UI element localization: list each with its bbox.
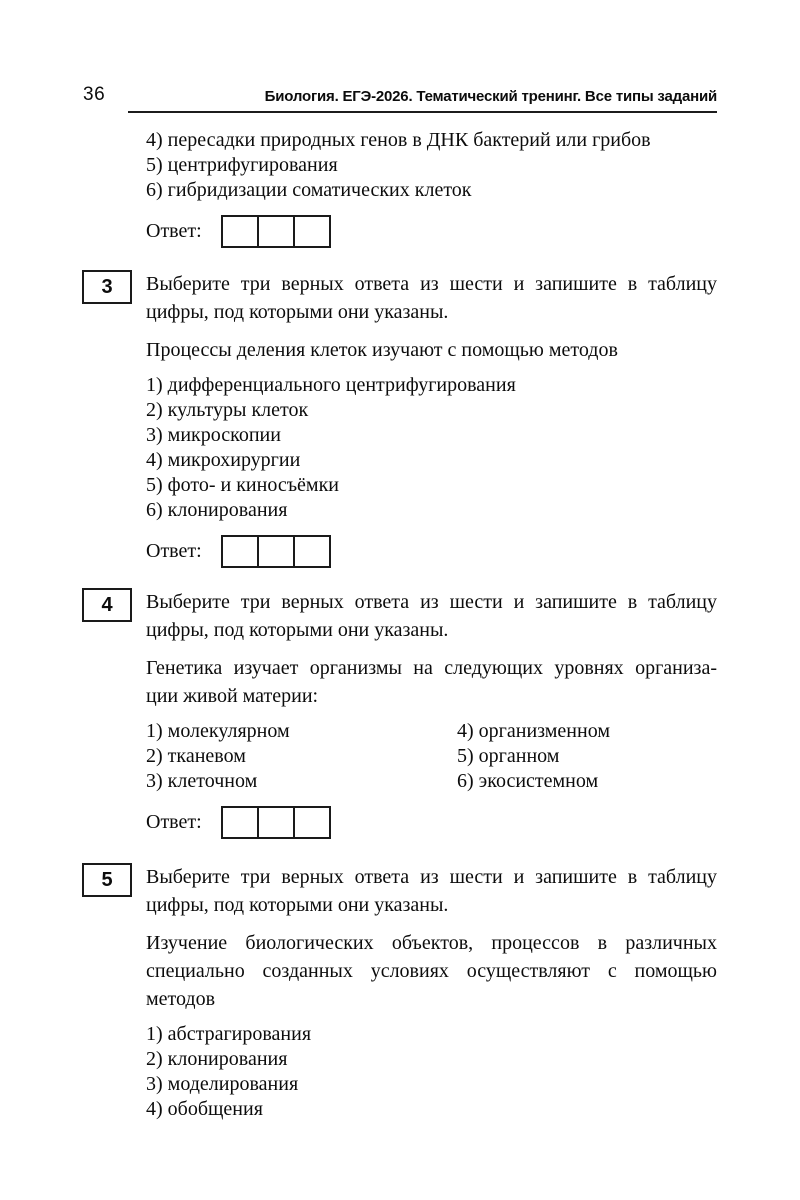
answer-label: Ответ: [146, 540, 202, 562]
answer-cell[interactable] [223, 537, 259, 566]
option-item: 4) пересадки природных генов в ДНК бактерий или грибов [146, 129, 651, 151]
answer-label: Ответ: [146, 811, 202, 833]
running-title: Биология. ЕГЭ-2026. Тематический тренинг. Все типы заданий [264, 88, 717, 105]
question-stem-line: методов [146, 988, 216, 1010]
answer-row [146, 215, 717, 248]
question-prompt-line: Выберите три верных ответа из шести и запишите в таблицу [146, 591, 717, 613]
option-list [146, 1022, 717, 1122]
question-number-box: 4 [82, 588, 132, 622]
option-column-left [146, 719, 457, 794]
answer-label: Ответ: [146, 220, 202, 242]
question-prompt-line: цифры, под которыми они указаны. [146, 301, 449, 323]
option-item: 1) абстрагирования [146, 1023, 312, 1045]
question-5 [101, 863, 717, 1122]
option-item: 4) обобщения [146, 1098, 263, 1120]
option-list-two-column [146, 719, 717, 794]
question-prompt-line: Выберите три верных ответа из шести и запишите в таблицу [146, 273, 717, 295]
option-item: 4) микрохирургии [146, 449, 301, 471]
option-item: 4) организменном [457, 720, 610, 742]
question-prompt-line: Выберите три верных ответа из шести и запишите в таблицу [146, 866, 717, 888]
question-stem-line: Генетика изучает организмы на следующих уровнях организа- [146, 657, 717, 679]
option-list [146, 373, 717, 523]
option-item: 3) моделирования [146, 1073, 299, 1095]
option-item: 5) фото- и киносъёмки [146, 474, 339, 496]
option-item: 2) клонирования [146, 1048, 288, 1070]
option-item: 6) гибридизации соматических клеток [146, 179, 472, 201]
answer-cell[interactable] [295, 808, 329, 837]
answer-cell[interactable] [259, 808, 295, 837]
question-stem: Процессы деления клеток изучают с помощью методов [146, 339, 618, 361]
option-item: 2) тканевом [146, 745, 246, 767]
option-item: 3) микроскопии [146, 424, 281, 446]
question-stem-line: Изучение биологических объектов, процессов в различных [146, 932, 717, 954]
question-stem-line: специально созданных условиях осуществляют с помощью [146, 960, 717, 982]
page-content [101, 128, 717, 1122]
question-number-box: 5 [82, 863, 132, 897]
continuation-option-list [146, 128, 717, 203]
question-3 [101, 270, 717, 568]
option-item: 5) центрифугирования [146, 154, 338, 176]
question-prompt-line: цифры, под которыми они указаны. [146, 894, 449, 916]
answer-cell[interactable] [223, 217, 259, 246]
option-item: 6) клонирования [146, 499, 288, 521]
option-item: 2) культуры клеток [146, 399, 309, 421]
answer-box [221, 806, 331, 839]
option-item: 3) клеточном [146, 770, 258, 792]
answer-cell[interactable] [259, 217, 295, 246]
answer-cell[interactable] [295, 217, 329, 246]
page-number: 36 [83, 84, 106, 105]
answer-row [146, 806, 717, 839]
option-column-right [457, 719, 717, 794]
answer-cell[interactable] [295, 537, 329, 566]
answer-cell[interactable] [259, 537, 295, 566]
answer-cell[interactable] [223, 808, 259, 837]
answer-box [221, 535, 331, 568]
answer-box [221, 215, 331, 248]
question-prompt-line: цифры, под которыми они указаны. [146, 619, 449, 641]
page-header [83, 0, 717, 113]
option-item: 5) органном [457, 745, 560, 767]
header-rule [128, 111, 717, 113]
option-item: 1) молекулярном [146, 720, 290, 742]
answer-row [146, 535, 717, 568]
question-4 [101, 588, 717, 839]
option-item: 1) дифференциального центрифугирования [146, 374, 516, 396]
option-item: 6) экосистемном [457, 770, 599, 792]
question-stem-line: ции живой материи: [146, 685, 319, 707]
question-number-box: 3 [82, 270, 132, 304]
